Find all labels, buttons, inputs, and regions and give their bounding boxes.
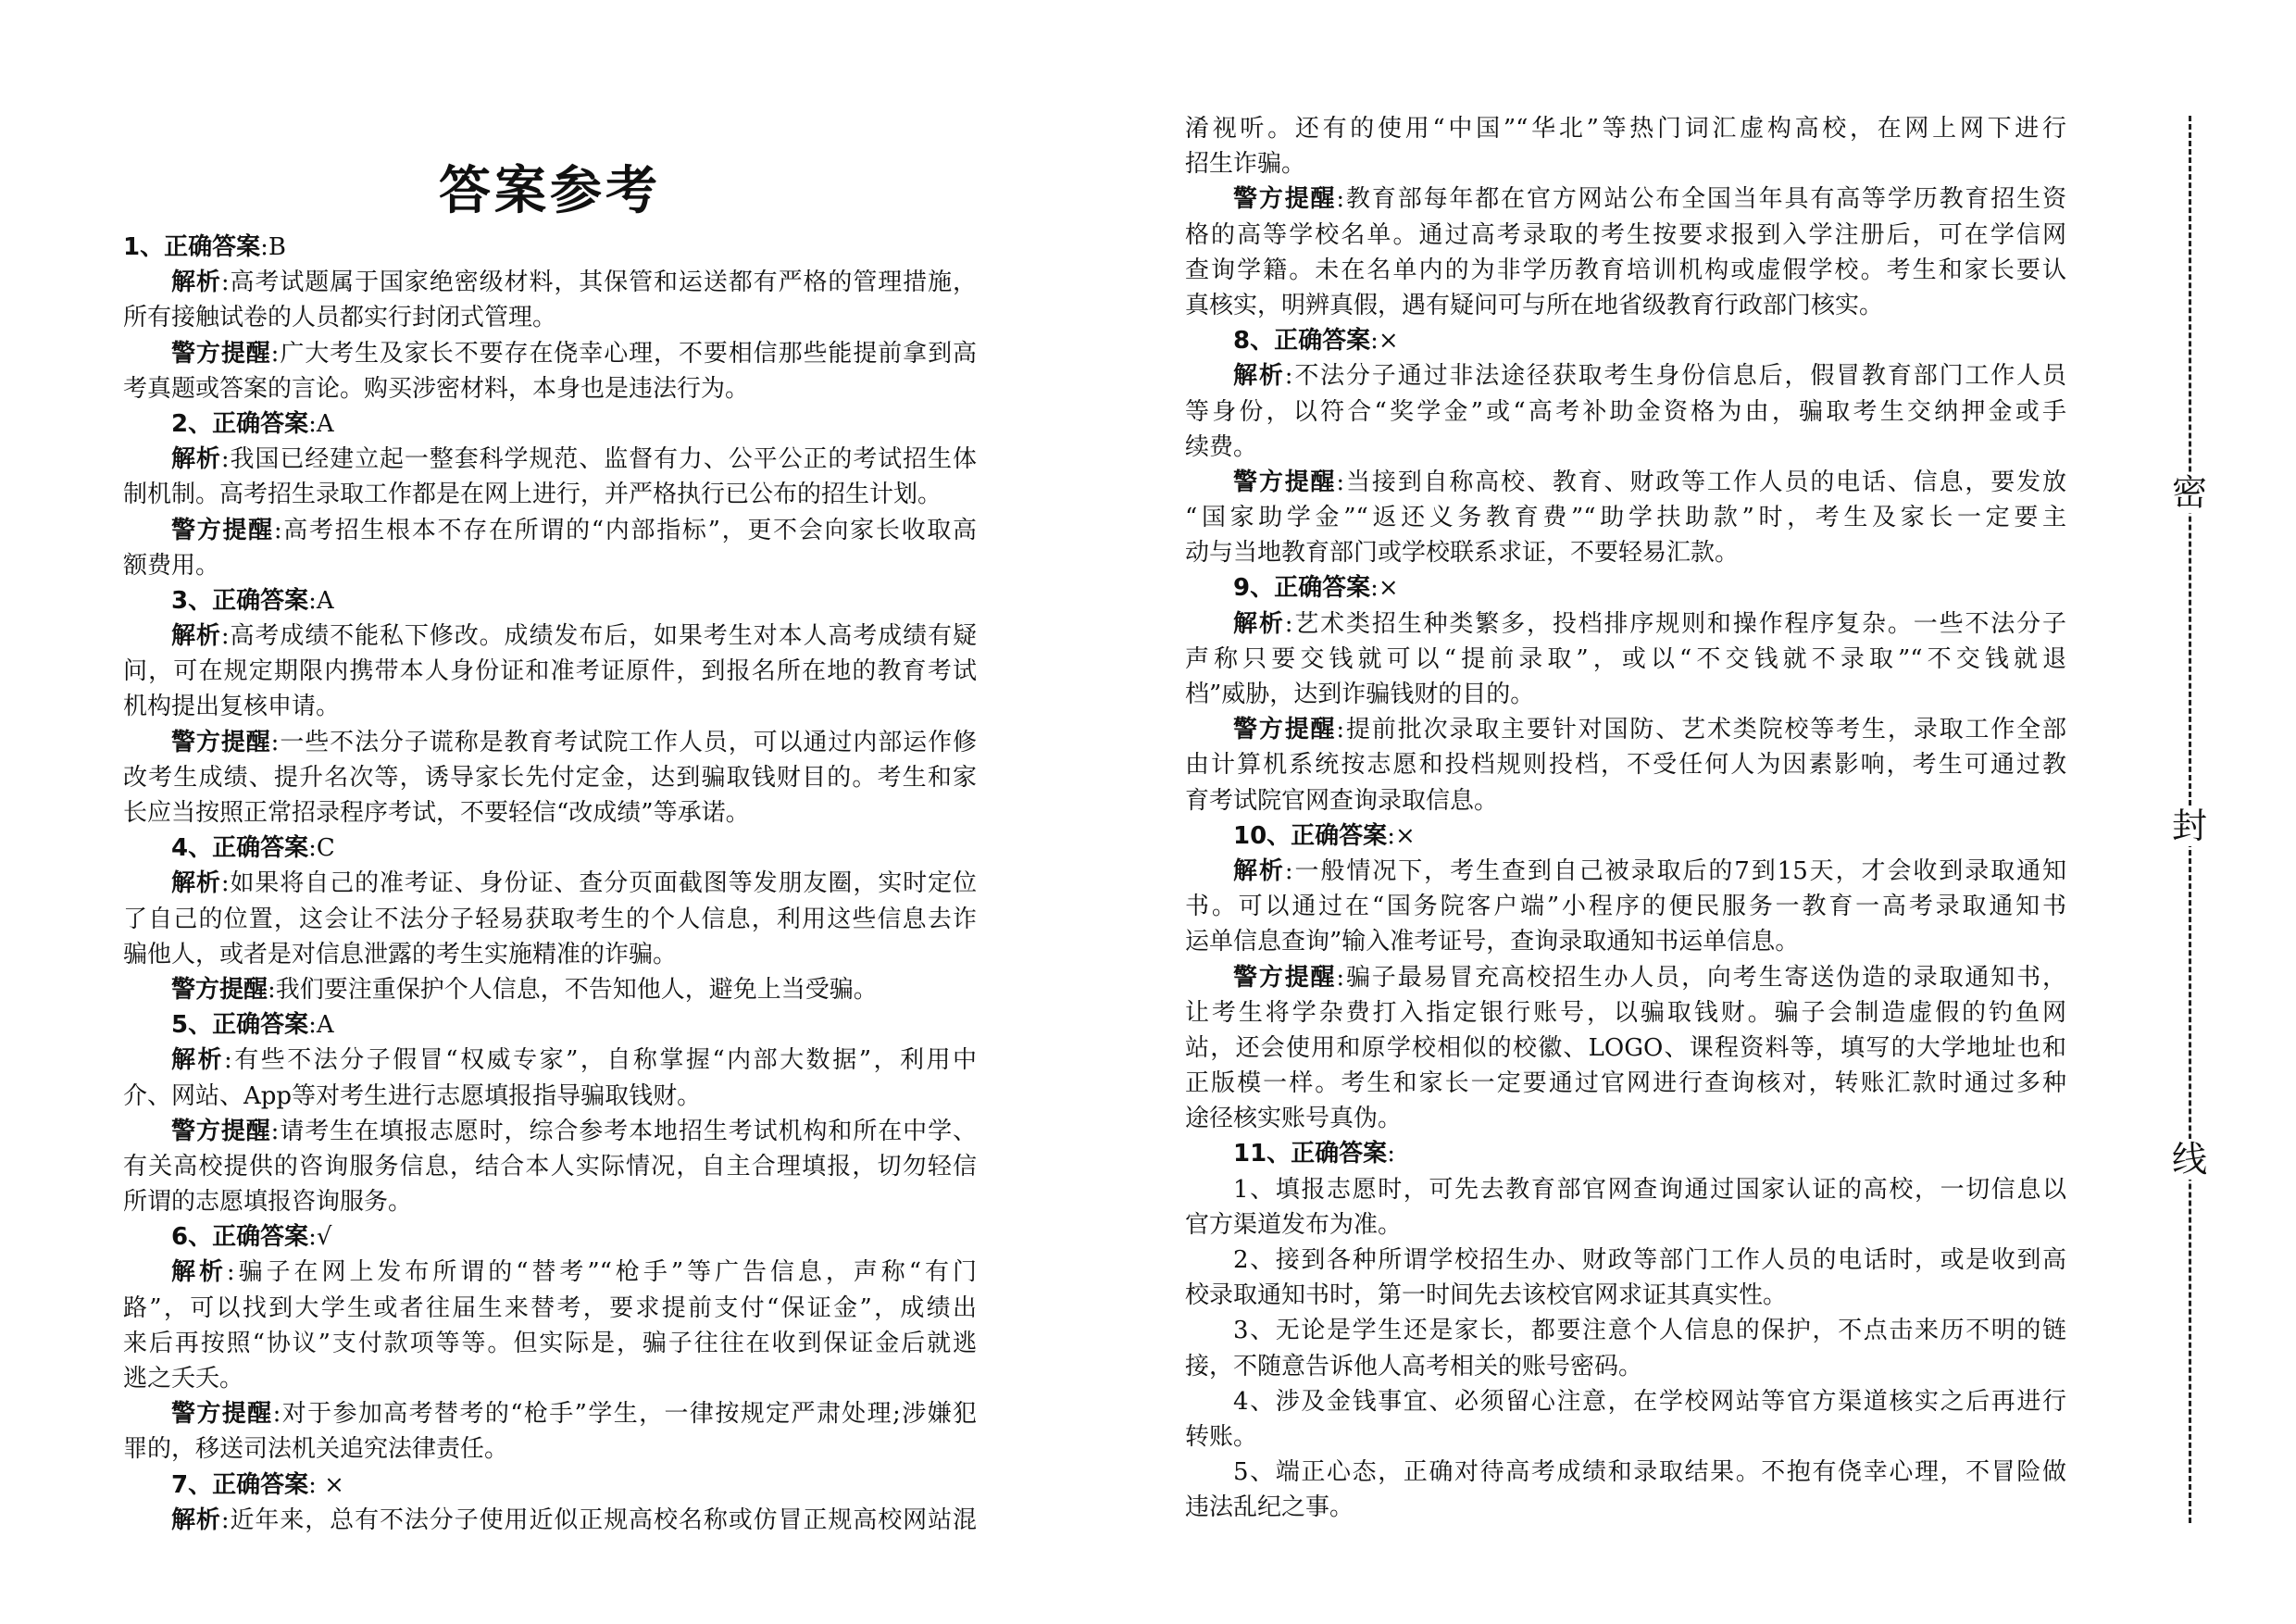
answer-text: :A (308, 409, 334, 438)
answer-text: 机构提出复核申请。 (123, 693, 341, 721)
answer-text: 骗他人，或者是对信息泄露的考生实施精准的诈骗。 (123, 940, 678, 968)
answer-label: 解析 (171, 869, 221, 898)
answer-text: 运单信息查询”输入准考证号，查询录取通知书运单信息。 (1185, 928, 1800, 956)
answer-label: 解析 (1233, 362, 1285, 391)
answer-text: :对于参加高考替考的“枪手”学生，一律按规定严肃处理;涉嫌犯 (272, 1400, 977, 1429)
text-line (123, 1007, 977, 1043)
text-line (123, 1043, 977, 1078)
answer-text: :A (308, 1011, 334, 1040)
text-line (123, 1184, 977, 1219)
text-line (1185, 677, 2066, 712)
answer-text: 1、填报志愿时，可先去教育部官网查询通过国家认证的高校，一切信息以 (1233, 1175, 2066, 1204)
answer-text: 招生诈骗。 (1185, 150, 1306, 179)
answer-label: 警方提醒 (1233, 716, 1337, 744)
text-line (123, 1255, 977, 1290)
answer-text: : (1387, 1140, 1395, 1168)
answer-label: 解析 (171, 1046, 225, 1075)
binding-char-xian: 线 (2169, 1139, 2210, 1180)
answer-label: 11、正确答案 (1233, 1140, 1388, 1168)
answer-text: 问，可在规定期限内携带本人身份证和准考证原件，到报名所在地的教育考试 (123, 657, 977, 686)
text-line (123, 1114, 977, 1149)
answer-text: :× (1370, 327, 1399, 356)
text-line (1185, 854, 2066, 889)
text-line (123, 618, 977, 654)
text-line (1185, 288, 2066, 323)
answer-text: 所有接触试卷的人员都实行封闭式管理。 (123, 304, 557, 332)
answer-text: :教育部每年都在官方网站公布全国当年具有高等学历教育招生资 (1336, 185, 2066, 214)
text-line (123, 442, 977, 477)
answer-text: 所谓的志愿填报咨询服务。 (123, 1188, 413, 1217)
text-line (1185, 358, 2066, 394)
answer-text: 官方渠道发布为准。 (1185, 1210, 1403, 1239)
answer-text: :高考成绩不能私下修改。成绩发布后，如果考生对本人高考成绩有疑 (220, 622, 977, 651)
text-line (1185, 1243, 2066, 1278)
text-line (123, 654, 977, 689)
binding-char-mi: 密 (2169, 472, 2210, 513)
text-line (1185, 606, 2066, 642)
answer-text: 校录取通知书时，第一时间先去该校官网求证其真实性。 (1185, 1281, 1788, 1310)
answer-text: 有关高校提供的咨询服务信息，结合本人实际情况，自主合理填报，切勿轻信 (123, 1152, 977, 1181)
answer-text: 续费。 (1185, 432, 1258, 461)
page-title: 答案参考 (439, 161, 661, 221)
text-line (123, 902, 977, 937)
text-line (123, 583, 977, 618)
text-line (123, 1503, 977, 1538)
text-line (123, 972, 977, 1007)
text-line (1185, 181, 2066, 217)
answer-text: 站，还会使用和原学校相似的校徽、LOGO、课程资料等，填写的大学地址也和 (1185, 1033, 2066, 1062)
answer-text: :× (1370, 574, 1399, 603)
right-answer-lines (1185, 111, 2066, 1526)
answer-text: 让考生将学杂费打入指定银行账号，以骗取钱财。骗子会制造虚假的钓鱼网 (1185, 998, 2066, 1027)
text-line (1185, 146, 2066, 181)
text-line (1185, 465, 2066, 500)
text-line (123, 1326, 977, 1361)
text-line (123, 548, 977, 583)
answer-label: 警方提醒 (171, 728, 271, 756)
text-line (123, 1149, 977, 1184)
answer-text: 动与当地教育部门或学校联系求证，不要轻易汇款。 (1185, 539, 1740, 568)
answer-text: : × (308, 1470, 344, 1499)
answer-text: 2、接到各种所谓学校招生办、财政等部门工作人员的电话时，或是收到高 (1233, 1246, 2066, 1274)
text-line (1185, 1455, 2066, 1490)
answer-text: 正版模一样。考生和家长一定要通过官网进行查询核对，转账汇款时通过多种 (1185, 1069, 2066, 1098)
text-line (123, 300, 977, 335)
answer-text: :有些不法分子假冒“权威专家”，自称掌握“内部大数据”，利用中 (224, 1046, 977, 1075)
text-line (123, 937, 977, 972)
text-line (1185, 747, 2066, 782)
answer-text: :一般情况下，考生查到自己被录取后的7到15天，才会收到录取通知 (1284, 856, 2066, 885)
text-line (1185, 1136, 2066, 1171)
answer-text: 改考生成绩、提升名次等，诱导家长先付定金，达到骗取钱财目的。考生和家 (123, 763, 977, 792)
text-line (123, 371, 977, 406)
text-line (1185, 960, 2066, 995)
answer-label: 解析 (1233, 856, 1285, 885)
answer-text: :C (308, 834, 335, 863)
answer-label: 警方提醒 (171, 1400, 273, 1429)
answer-label: 3、正确答案 (171, 586, 309, 615)
text-line (1185, 253, 2066, 288)
answer-label: 解析 (171, 1258, 227, 1287)
text-line (1185, 111, 2066, 146)
text-line (123, 795, 977, 831)
text-line (123, 1219, 977, 1255)
text-line (123, 1396, 977, 1431)
answer-label: 警方提醒 (1233, 468, 1337, 496)
text-line (123, 725, 977, 760)
answer-text: 违法乱纪之事。 (1185, 1493, 1354, 1522)
text-line (1185, 818, 2066, 854)
answer-text: :近年来，总有不法分子使用近似正规高校名称或仿冒正规高校网站混 (220, 1505, 977, 1534)
answer-text: :艺术类招生种类繁多，投档排序规则和操作程序复杂。一些不法分子 (1284, 609, 2066, 638)
text-line (1185, 642, 2066, 677)
text-line (1185, 570, 2066, 606)
text-line (1185, 430, 2066, 465)
answer-text: 考真题或答案的言论。购买涉密材料，本身也是违法行为。 (123, 374, 750, 403)
text-line (123, 406, 977, 442)
text-line (123, 477, 977, 512)
text-line (1185, 783, 2066, 818)
text-line (123, 1079, 977, 1114)
answer-text: 3、无论是学生还是家长，都要注意个人信息的保护，不点击来历不明的链 (1233, 1317, 2066, 1345)
answer-text: 接，不随意告诉他人高考相关的账号密码。 (1185, 1352, 1643, 1380)
answer-text: 4、涉及金钱事宜、必须留心注意，在学校网站等官方渠道核实之后再进行 (1233, 1387, 2066, 1416)
answer-text: 育考试院官网查询录取信息。 (1185, 786, 1499, 815)
text-line (123, 513, 977, 548)
text-line (1185, 1419, 2066, 1455)
text-line (1185, 924, 2066, 959)
answer-label: 1、正确答案 (123, 233, 261, 261)
text-line (123, 1291, 977, 1326)
answer-label: 4、正确答案 (171, 834, 309, 863)
text-line (1185, 1384, 2066, 1419)
answer-label: 9、正确答案 (1233, 574, 1371, 603)
answer-label: 解析 (171, 1505, 221, 1534)
text-line (123, 265, 977, 300)
answer-text: :请考生在填报志愿时，综合参考本地招生考试机构和所在中学、 (270, 1117, 977, 1145)
answer-label: 6、正确答案 (171, 1223, 309, 1252)
answer-text: 格的高等学校名单。通过高考录取的考生按要求报到入学注册后，可在学信网 (1185, 220, 2066, 249)
answer-text: :我们要注重保护个人信息，不告知他人，避免上当受骗。 (268, 975, 878, 1004)
answer-label: 2、正确答案 (171, 409, 309, 438)
answer-text: 逃之夭夭。 (123, 1365, 244, 1393)
answer-text: :骗子最易冒充高校招生办人员，向考生寄送伪造的录取通知书， (1336, 963, 2066, 992)
text-line (1185, 323, 2066, 358)
answer-text: 罪的，移送司法机关追究法律责任。 (123, 1435, 509, 1464)
answer-text: :B (260, 233, 286, 261)
seal-binding-line (2157, 116, 2222, 1523)
answer-label: 警方提醒 (171, 516, 274, 544)
text-line (123, 866, 977, 901)
text-line (1185, 1066, 2066, 1101)
text-line (123, 336, 977, 371)
answer-label: 解析 (1233, 609, 1285, 638)
answer-text: :骗子在网上发布所谓的“替考”“枪手”等广告信息，声称“有门 (226, 1258, 977, 1287)
text-line (1185, 1031, 2066, 1066)
answer-text: 额费用。 (123, 551, 220, 580)
answer-label: 警方提醒 (171, 339, 271, 368)
answer-text: 5、端正心态，正确对待高考成绩和录取结果。不抱有侥幸心理，不冒险做 (1233, 1458, 2066, 1487)
answer-text: :高考招生根本不存在所谓的“内部指标”，更不会向家长收取高 (273, 516, 977, 544)
answer-text: 查询学籍。未在名单内的为非学历教育培训机构或虚假学校。考生和家长要认 (1185, 256, 2066, 284)
text-line (123, 831, 977, 866)
answer-text: 来后再按照“协议”支付款项等等。但实际是，骗子往往在收到保证金后就逃 (123, 1329, 977, 1357)
answer-label: 5、正确答案 (171, 1011, 309, 1040)
binding-char-feng: 封 (2169, 806, 2210, 846)
answer-text: :提前批次录取主要针对国防、艺术类院校等考生，录取工作全部 (1336, 716, 2066, 744)
answer-text: 路”，可以找到大学生或者往届生来替考，要求提前支付“保证金”，成绩出 (123, 1293, 977, 1322)
answer-text: 由计算机系统按志愿和投档规则投档，不受任何人为因素影响，考生可通过教 (1185, 751, 2066, 780)
answer-text: “国家助学金”“返还义务教育费”“助学扶助款”时，考生及家长一定要主 (1185, 504, 2066, 532)
answer-text: 长应当按照正常招录程序考试，不要轻信“改成绩”等承诺。 (123, 799, 750, 827)
answer-text: 真核实，明辨真假，遇有疑问可与所在地省级教育行政部门核实。 (1185, 291, 1884, 319)
answer-label: 警方提醒 (1233, 185, 1337, 214)
answer-label: 警方提醒 (171, 975, 268, 1004)
answer-text: 制机制。高考招生录取工作都是在网上进行，并严格执行已公布的招生计划。 (123, 481, 942, 509)
text-line (1185, 1278, 2066, 1313)
answer-text: :× (1387, 821, 1416, 850)
answer-text: :当接到自称高校、教育、财政等工作人员的电话、信息，要发放 (1336, 468, 2066, 496)
answer-text: 转账。 (1185, 1422, 1258, 1451)
answer-text: 淆视听。还有的使用“中国”“华北”等热门词汇虚构高校，在网上网下进行 (1185, 115, 2066, 143)
answer-text: :如果将自己的准考证、身份证、查分页面截图等发朋友圈，实时定位 (220, 869, 977, 898)
answer-text: 档”威胁，达到诈骗钱财的目的。 (1185, 681, 1535, 708)
text-line (123, 1431, 977, 1467)
text-line (1185, 1313, 2066, 1348)
text-line (123, 1361, 977, 1396)
answer-text: :A (308, 586, 334, 615)
answer-label: 警方提醒 (171, 1117, 271, 1145)
text-line (123, 1468, 977, 1503)
answer-text: :高考试题属于国家绝密级材料，其保管和运送都有严格的管理措施， (220, 269, 977, 297)
text-line (1185, 889, 2066, 924)
answer-label: 10、正确答案 (1233, 821, 1388, 850)
answer-text: :不法分子通过非法途径获取考生身份信息后，假冒教育部门工作人员 (1284, 362, 2066, 391)
text-line (123, 230, 977, 265)
text-line (123, 760, 977, 795)
answer-label: 7、正确答案 (171, 1470, 309, 1499)
answer-text: 了自己的位置，这会让不法分子轻易获取考生的个人信息，利用这些信息去诈 (123, 905, 977, 933)
text-line (1185, 995, 2066, 1031)
answer-text: :√ (308, 1223, 332, 1252)
answer-text: 途径核实账号真伪。 (1185, 1105, 1403, 1133)
answer-label: 警方提醒 (1233, 963, 1337, 992)
text-line (1185, 1207, 2066, 1243)
text-line (1185, 1172, 2066, 1207)
answer-text: :一些不法分子谎称是教育考试院工作人员，可以通过内部运作修 (270, 728, 977, 756)
answer-text: 声称只要交钱就可以“提前录取”，或以“不交钱就不录取”“不交钱就退 (1185, 644, 2066, 673)
answer-text: :我国已经建立起一整套科学规范、监督有力、公平公正的考试招生体 (220, 445, 977, 474)
answer-text: :广大考生及家长不要存在侥幸心理，不要相信那些能提前拿到高 (270, 339, 977, 368)
text-line (1185, 1349, 2066, 1384)
text-line (1185, 1101, 2066, 1136)
answer-label: 解析 (171, 269, 221, 297)
text-line (1185, 394, 2066, 430)
text-line (1185, 500, 2066, 535)
text-line (1185, 712, 2066, 747)
answer-text: 书。可以通过在“国务院客户端”小程序的便民服务一教育一高考录取通知书 (1185, 893, 2066, 921)
text-line (1185, 218, 2066, 253)
text-line (1185, 1490, 2066, 1525)
left-answer-lines (123, 230, 977, 1538)
answer-text: 介、网站、App等对考生进行志愿填报指导骗取钱财。 (123, 1081, 702, 1110)
answer-label: 解析 (171, 445, 221, 474)
answer-label: 解析 (171, 622, 221, 651)
text-line (1185, 535, 2066, 570)
text-line (123, 689, 977, 724)
answer-text: 等身份，以符合“奖学金”或“高考补助金资格为由，骗取考生交纳押金或手 (1185, 397, 2066, 426)
answer-label: 8、正确答案 (1233, 327, 1371, 356)
